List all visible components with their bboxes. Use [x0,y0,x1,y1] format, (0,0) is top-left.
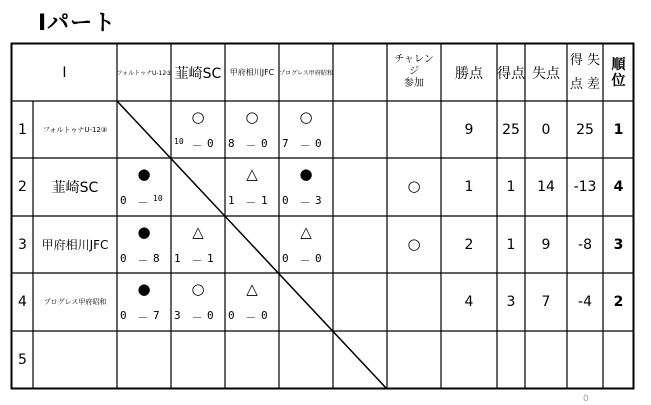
goal-diff-header-bottom: 点 差 [569,76,601,92]
win-points-cell: 9 [464,121,474,138]
group-header: Ⅰ [62,64,67,81]
score-left: 0 [228,309,235,322]
row-team-name: プログレス甲府昭和 [43,297,107,306]
row-number: 5 [18,351,27,368]
rank-header-line-2: 位 [611,72,626,89]
row-team-name [33,331,117,388]
win-points-cell: 4 [464,293,474,310]
team-header-1: フォルトゥナU-12③ [116,70,172,77]
result-mark: ○ [299,107,313,126]
result-mark: ● [137,222,151,241]
score-left: 0 [282,252,289,265]
result-mark: △ [246,164,258,183]
rank-cell: 2 [613,293,624,310]
score-right: 1 [207,252,214,265]
challenge-cell [387,273,441,330]
win-points-header: 勝点 [455,65,483,82]
score-right: 0 [261,309,268,322]
rank-cell [603,331,634,388]
result-mark: ○ [245,107,259,126]
goal-diff-cell: -13 [573,178,597,195]
goals-for-cell: 1 [506,178,516,195]
row-number: 4 [18,293,27,310]
row-team-name: フォルトゥナU-12③ [42,125,108,134]
goals-for-cell: 1 [506,236,516,253]
goals-for-cell [497,331,525,388]
score-dash: － [137,311,149,324]
score-left: 10 [174,137,184,146]
team-header-3: 甲府相川JFC [229,68,275,77]
score-left: 3 [174,309,181,322]
row-number: 2 [18,178,27,195]
row-team-name: 韮崎SC [51,179,99,196]
footer-mark: 0 [583,394,589,404]
win-points-cell: 2 [464,236,474,253]
row-number: 1 [18,121,27,138]
goal-diff-cell: -8 [578,236,592,253]
challenge-header-line-1: チャレン [394,54,434,65]
row-number: 3 [18,236,27,253]
score-dash: － [299,254,311,267]
score-dash: － [191,311,203,324]
challenge-header-line-2: ジ [409,66,419,77]
score-right: 7 [153,309,160,322]
score-dash: － [137,254,149,267]
score-left: 0 [120,194,127,207]
goals-against-cell: 0 [541,121,551,138]
goals-for-cell: 25 [502,121,520,138]
score-left: 1 [174,252,181,265]
score-left: 0 [120,309,127,322]
goal-diff-cell: 25 [576,121,594,138]
rank-header-line-1: 順 [611,56,626,73]
score-left: 7 [282,137,289,150]
score-right: 0 [261,137,268,150]
result-mark: △ [300,222,312,241]
goal-diff-cell: -4 [578,293,592,310]
result-mark: ● [299,164,313,183]
score-right: 0 [315,137,322,150]
goal-diff-header-top: 得 失 [569,52,601,68]
rank-cell: 1 [613,121,624,138]
page-title: Ⅰパート [38,11,117,36]
win-points-cell: 1 [464,178,474,195]
rank-cell: 4 [613,178,624,195]
score-right: 0 [207,309,214,322]
goals-against-header: 失点 [532,65,560,82]
score-right: 1 [261,194,268,207]
result-mark: ● [137,279,151,298]
team-header-2: 韮崎SC [174,65,222,82]
rank-cell: 3 [613,236,624,253]
rank-header [603,44,634,101]
score-dash: － [245,139,257,152]
score-right: 0 [207,137,214,150]
score-dash: － [299,196,311,209]
score-right: 0 [315,252,322,265]
goal-diff-header [567,44,603,101]
goals-for-cell: 3 [506,293,516,310]
score-left: 1 [228,194,235,207]
result-mark: △ [246,279,258,298]
challenge-cell: ○ [407,177,421,195]
score-dash: － [245,196,257,209]
score-left: 0 [282,194,289,207]
goals-against-cell: 9 [541,236,551,253]
result-mark: △ [192,222,204,241]
win-points-cell [441,331,497,388]
team-header-4: プログレス甲府昭和 [279,70,333,77]
score-dash: － [191,254,203,267]
goals-against-cell: 7 [541,293,551,310]
score-right: 10 [153,194,163,203]
score-dash: － [245,311,257,324]
result-mark: ○ [191,279,205,298]
goals-for-header: 得点 [497,65,525,82]
goals-against-cell [525,331,567,388]
goals-against-cell: 14 [537,178,555,195]
challenge-cell: ○ [407,235,421,253]
challenge-header-line-3: 参加 [404,78,424,89]
score-left: 0 [120,252,127,265]
challenge-cell [387,101,441,158]
result-mark: ○ [191,107,205,126]
row-team-name: 甲府相川JFC [41,238,109,252]
score-left: 8 [228,137,235,150]
score-right: 8 [153,252,160,265]
goal-diff-cell [567,331,603,388]
challenge-cell [387,331,441,388]
result-mark: ● [137,164,151,183]
score-dash: － [191,139,203,152]
score-dash: － [137,196,149,209]
challenge-header [387,48,441,96]
score-right: 3 [315,194,322,207]
score-dash: － [299,139,311,152]
